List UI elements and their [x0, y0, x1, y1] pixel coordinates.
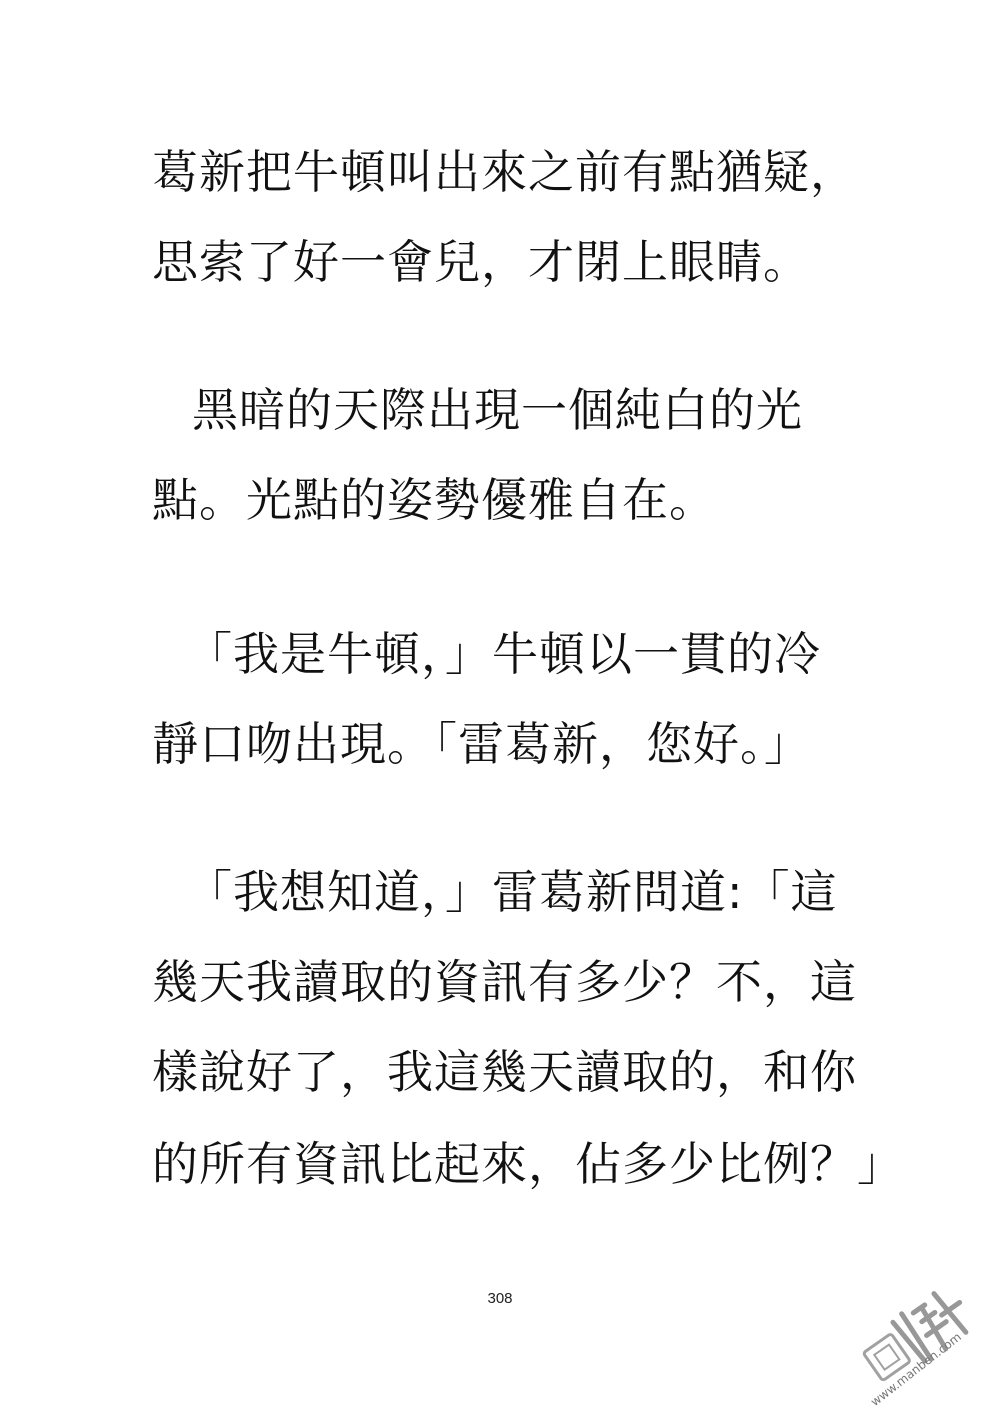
text-line-1: 葛新把牛頓叫出來之前有點猶疑，	[152, 145, 857, 199]
text-line-2: 思索了好一會兒，才閉上眼睛。	[152, 235, 810, 289]
text-line-5: 「我是牛頓，」牛頓以一貫的冷	[186, 627, 821, 681]
text-line-3: 黑暗的天際出現一個純白的光	[192, 383, 803, 437]
text-line-9: 樣說好了，我這幾天讀取的，和你	[152, 1045, 857, 1099]
text-line-10: 的所有資訊比起來，佔多少比例？」	[152, 1137, 904, 1191]
text-line-7: 「我想知道，」雷葛新問道:「這	[186, 865, 838, 919]
watermark-url: www.manben.com	[868, 1329, 964, 1410]
page-number: 308	[487, 1290, 513, 1307]
text-line-6: 靜口吻出現。「雷葛新，您好。」	[152, 717, 811, 771]
watermark-logo-icon	[848, 1270, 993, 1405]
text-line-4: 點。光點的姿勢優雅自在。	[152, 473, 716, 527]
text-line-8: 幾天我讀取的資訊有多少？不，這	[152, 955, 857, 1009]
watermark-logo	[848, 1270, 993, 1410]
